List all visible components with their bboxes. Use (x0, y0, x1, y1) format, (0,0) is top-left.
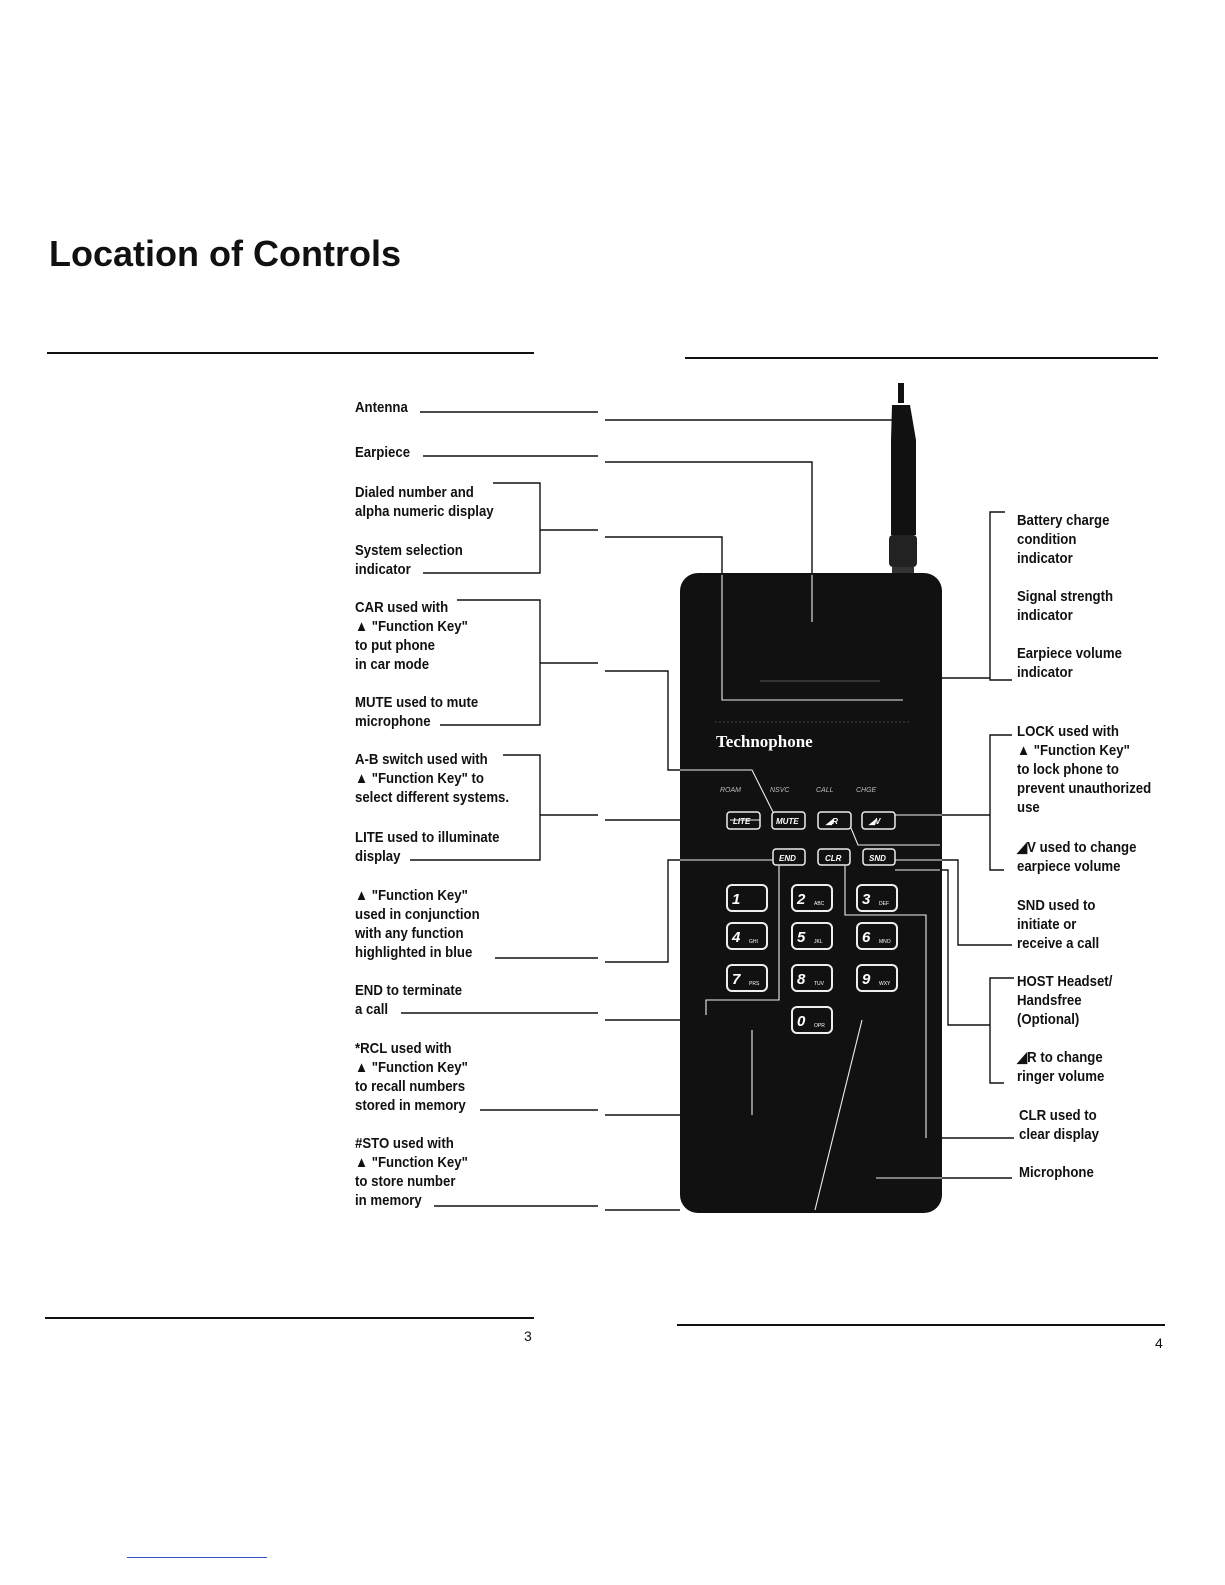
svg-text:SND: SND (869, 854, 886, 863)
svg-text:ABC: ABC (814, 901, 825, 907)
svg-text:CLR: CLR (825, 854, 842, 863)
svg-text:7: 7 (732, 971, 741, 988)
key-6 (857, 923, 897, 949)
svg-text:JKL: JKL (814, 939, 823, 945)
svg-text:2: 2 (797, 891, 806, 908)
key-4 (727, 923, 767, 949)
svg-text:4: 4 (732, 929, 741, 946)
indicator-roam: ROAM (720, 787, 741, 794)
svg-text:TUV: TUV (814, 981, 824, 987)
svg-text:OPR: OPR (814, 1023, 825, 1029)
page-number-right: 4 (1155, 1335, 1163, 1351)
svg-text:6: 6 (862, 929, 871, 946)
label-system-selection: System selection indicator (355, 542, 463, 578)
svg-text:DEF: DEF (879, 901, 889, 907)
label-microphone: Microphone (1019, 1164, 1094, 1181)
svg-text:MNO: MNO (879, 939, 891, 945)
svg-text:◢V: ◢V (869, 817, 881, 826)
svg-text:1: 1 (732, 891, 741, 908)
page-title: Location of Controls (49, 233, 401, 274)
indicator-nsvc: NSVC (770, 787, 790, 794)
label-function-key: ▲ "Function Key" used in conjunction with any function highlighted in blue (355, 887, 480, 961)
key-7 (727, 965, 767, 991)
label-antenna: Antenna (355, 399, 408, 416)
brand-logo: Technophone (716, 732, 813, 751)
svg-text:LITE: LITE (733, 817, 751, 826)
label-earpiece-volume: Earpiece volume indicator (1017, 645, 1122, 681)
indicator-call: CALL (816, 787, 834, 794)
svg-text:END: END (779, 854, 796, 863)
label-snd: SND used to initiate or receive a call (1017, 897, 1100, 952)
key-1 (727, 885, 767, 911)
label-rcl: *RCL used with ▲ "Function Key" to recall numbers stored in memory (355, 1040, 468, 1114)
svg-text:WXY: WXY (879, 981, 891, 987)
svg-text:3: 3 (862, 891, 871, 908)
svg-text:GHI: GHI (749, 939, 758, 945)
label-display: Dialed number and alpha numeric display (355, 484, 494, 520)
svg-text:0: 0 (797, 1013, 806, 1030)
key-2 (792, 885, 832, 911)
label-battery: Battery charge condition indicator (1017, 512, 1110, 567)
label-mute: MUTE used to mute microphone (355, 694, 479, 730)
page-number-left: 3 (524, 1328, 532, 1344)
label-earpiece: Earpiece (355, 444, 411, 461)
key-8 (792, 965, 832, 991)
label-end: END to terminate a call (355, 982, 463, 1018)
svg-text:5: 5 (797, 929, 806, 946)
label-clr: CLR used to clear display (1019, 1107, 1099, 1143)
label-v-key: ◢V used to change earpiece volume (1017, 839, 1137, 875)
svg-text:9: 9 (862, 971, 871, 988)
label-lite: LITE used to illuminate display (355, 829, 500, 865)
svg-text:PRS: PRS (749, 981, 760, 987)
control-keys (773, 849, 895, 865)
label-lock: LOCK used with ▲ "Function Key" to lock phone to prevent unauthorized use (1017, 723, 1152, 816)
key-9 (857, 965, 897, 991)
key-0 (792, 1007, 832, 1033)
label-sto: #STO used with ▲ "Function Key" to store number in memory (355, 1135, 468, 1209)
indicator-chge: CHGE (856, 787, 877, 794)
label-ab-switch: A-B switch used with ▲ "Function Key" to select different systems. (355, 751, 510, 806)
svg-text:MUTE: MUTE (776, 817, 799, 826)
label-signal: Signal strength indicator (1017, 588, 1114, 624)
key-5 (792, 923, 832, 949)
svg-text:8: 8 (797, 971, 806, 988)
label-host: HOST Headset/ Handsfree (Optional) (1017, 973, 1113, 1028)
label-car: CAR used with ▲ "Function Key" to put phone in car mode (355, 599, 468, 673)
antenna-graphic (889, 383, 917, 577)
label-r-key: ◢R to change ringer volume (1017, 1049, 1105, 1085)
key-3 (857, 885, 897, 911)
svg-text:◢R: ◢R (826, 817, 838, 826)
